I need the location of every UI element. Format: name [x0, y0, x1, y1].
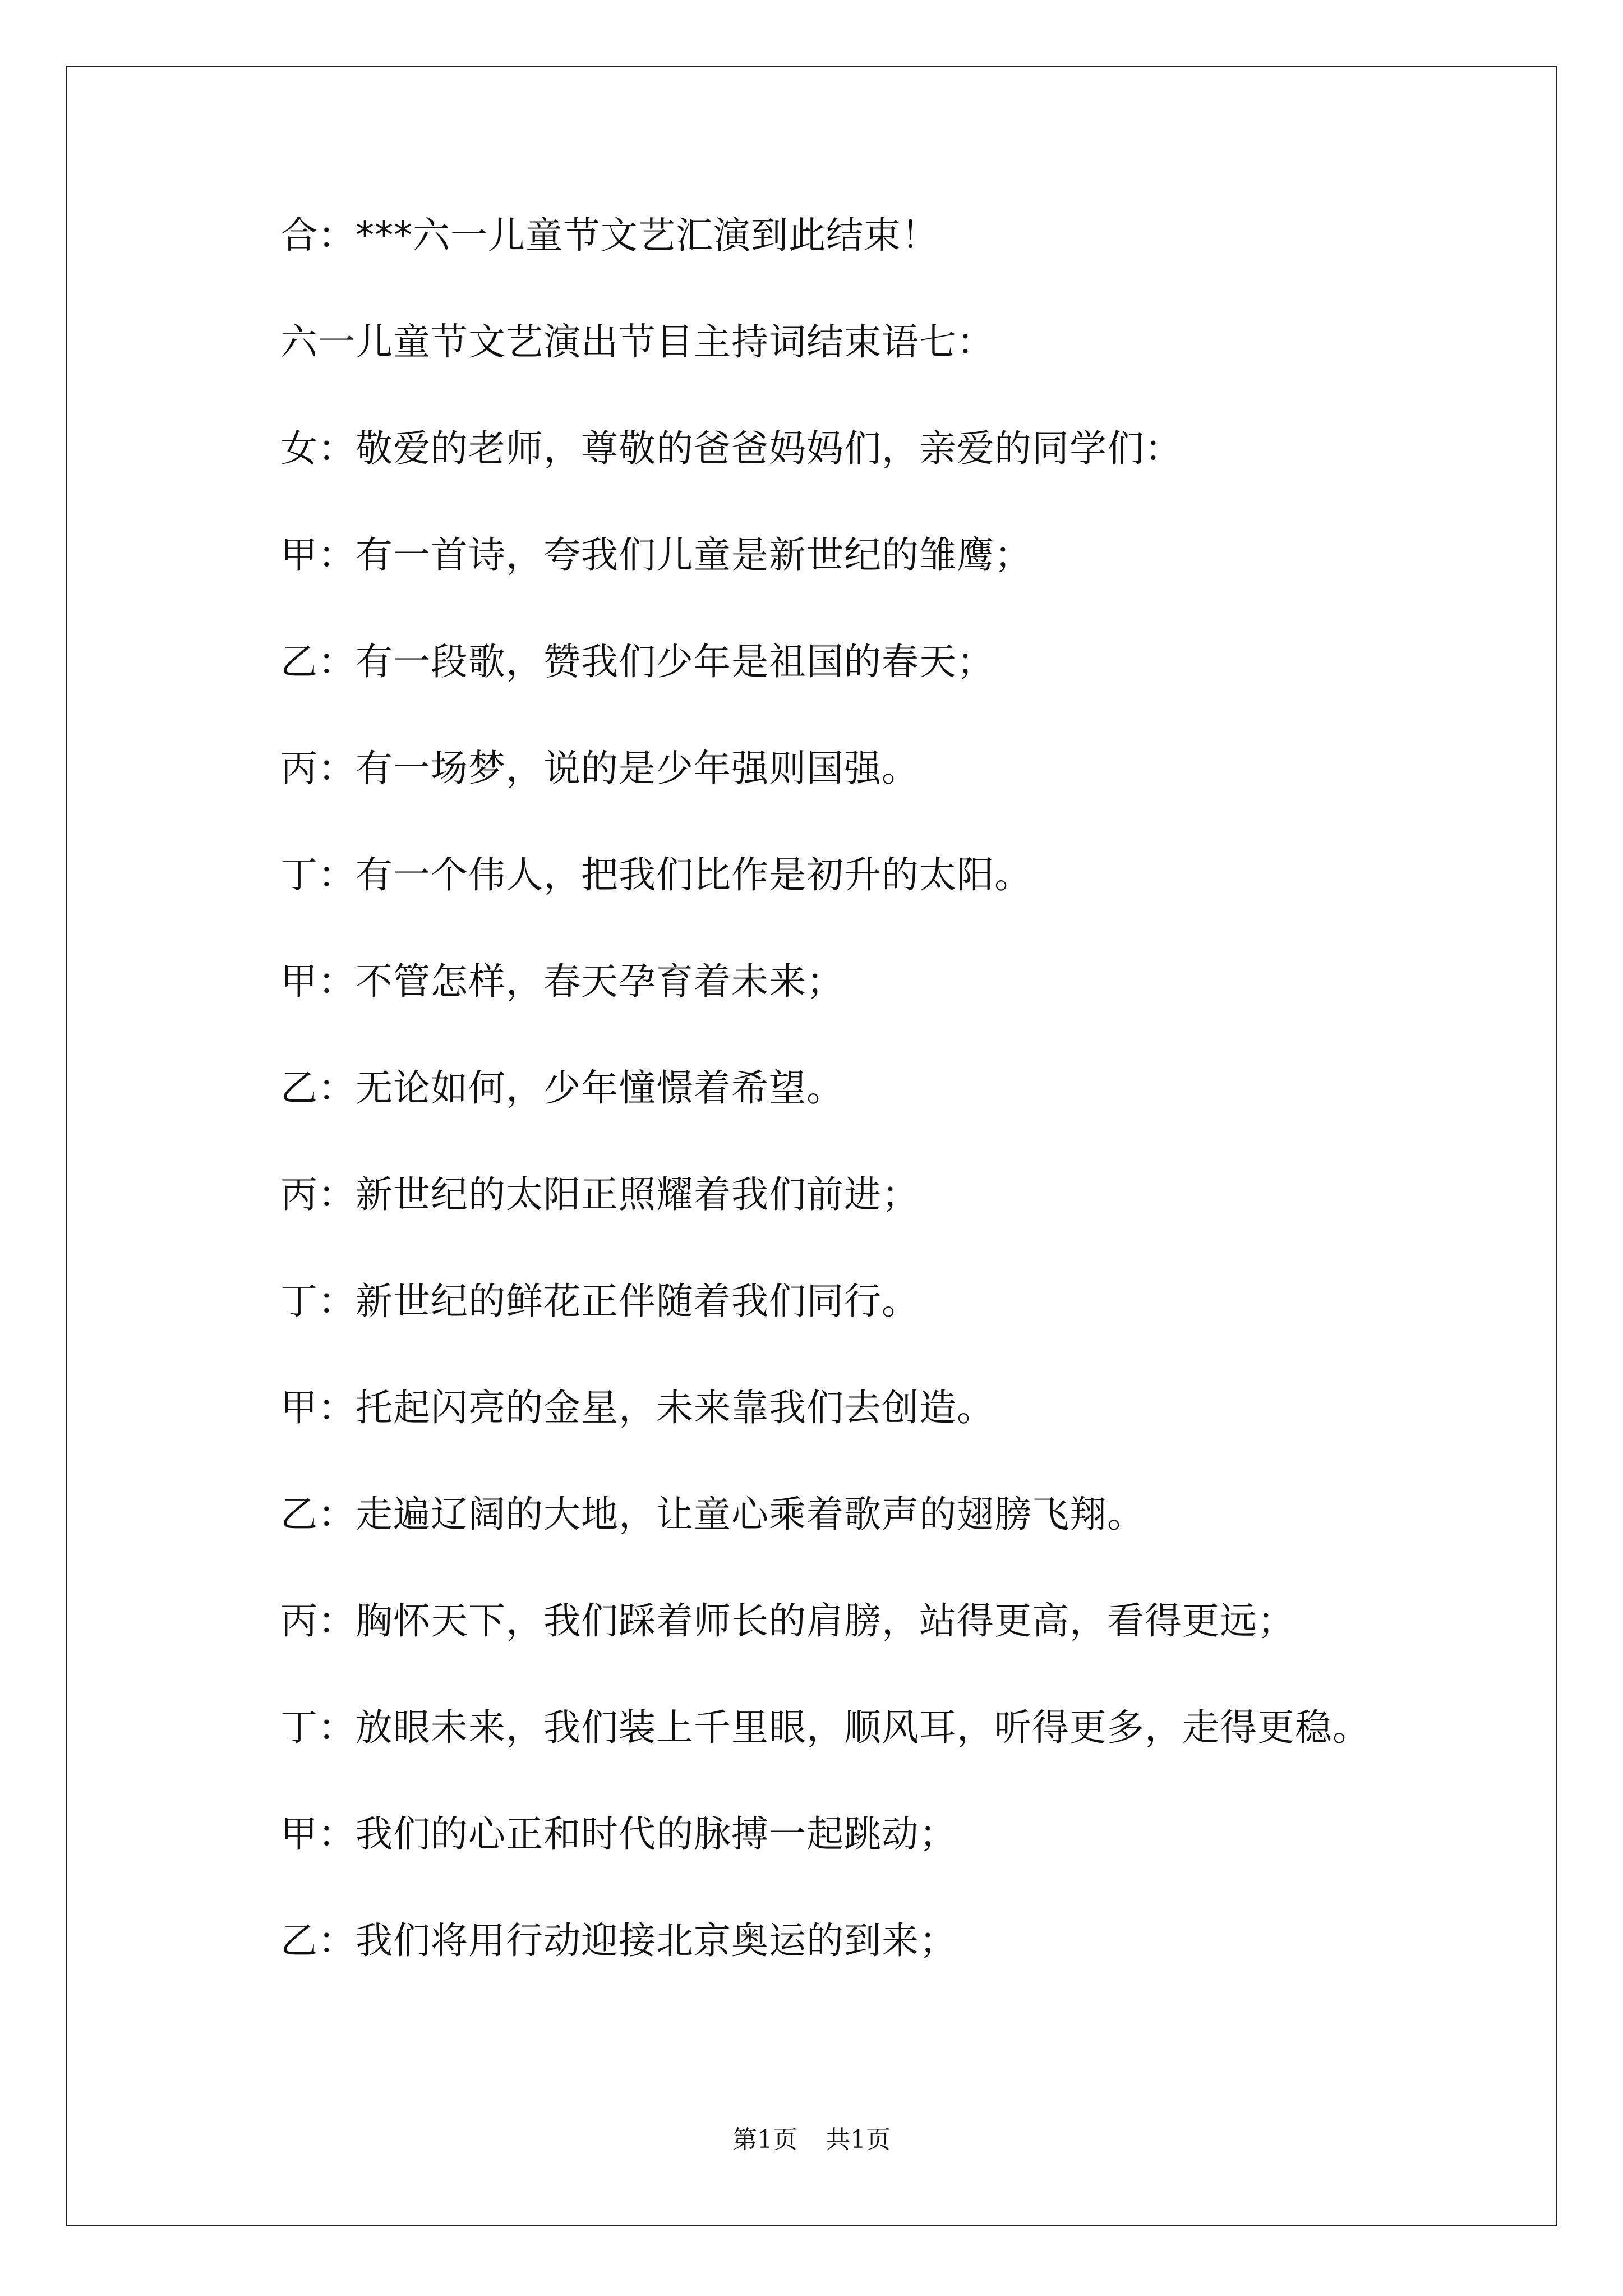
text-line: 丙：新世纪的太阳正照耀着我们前进； [280, 1173, 919, 1216]
text-line: 丁：有一个伟人，把我们比作是初升的太阳。 [280, 853, 1032, 896]
text-line: 乙：有一段歌，赞我们少年是祖国的春天； [280, 640, 994, 683]
text-line: 乙：我们将用行动迎接北京奥运的到来； [280, 1919, 957, 1962]
text-line: 乙：无论如何，少年憧憬着希望。 [280, 1066, 844, 1110]
text-line: 丁：新世纪的鲜花正伴随着我们同行。 [280, 1280, 919, 1323]
text-line: 丁：放眼未来，我们装上千里眼，顺风耳，听得更多，走得更稳。 [280, 1706, 1370, 1749]
text-line: 丙：有一场梦，说的是少年强则国强。 [280, 747, 919, 790]
page-number: 第1页 [732, 2125, 797, 2154]
document-body [280, 208, 1537, 2019]
text-line: 合：***六一儿童节文艺汇演到此结束！ [280, 214, 939, 257]
text-line: 甲：托起闪亮的金星，未来靠我们去创造。 [280, 1386, 994, 1429]
text-line: 丙：胸怀天下，我们踩着师长的肩膀，站得更高，看得更远； [280, 1599, 1295, 1642]
page-total: 共1页 [826, 2125, 891, 2154]
text-line: 甲：我们的心正和时代的脉搏一起跳动； [280, 1812, 957, 1856]
text-line: 甲：有一首诗，夸我们儿童是新世纪的雏鹰； [280, 533, 1032, 577]
text-line: 六一儿童节文艺演出节目主持词结束语七： [280, 320, 994, 364]
page-footer [0, 2123, 1623, 2157]
text-line: 甲：不管怎样，春天孕育着未来； [280, 960, 844, 1003]
text-line: 女：敬爱的老师，尊敬的爸爸妈妈们，亲爱的同学们： [280, 427, 1182, 470]
text-line: 乙：走遍辽阔的大地，让童心乘着歌声的翅膀飞翔。 [280, 1493, 1145, 1536]
